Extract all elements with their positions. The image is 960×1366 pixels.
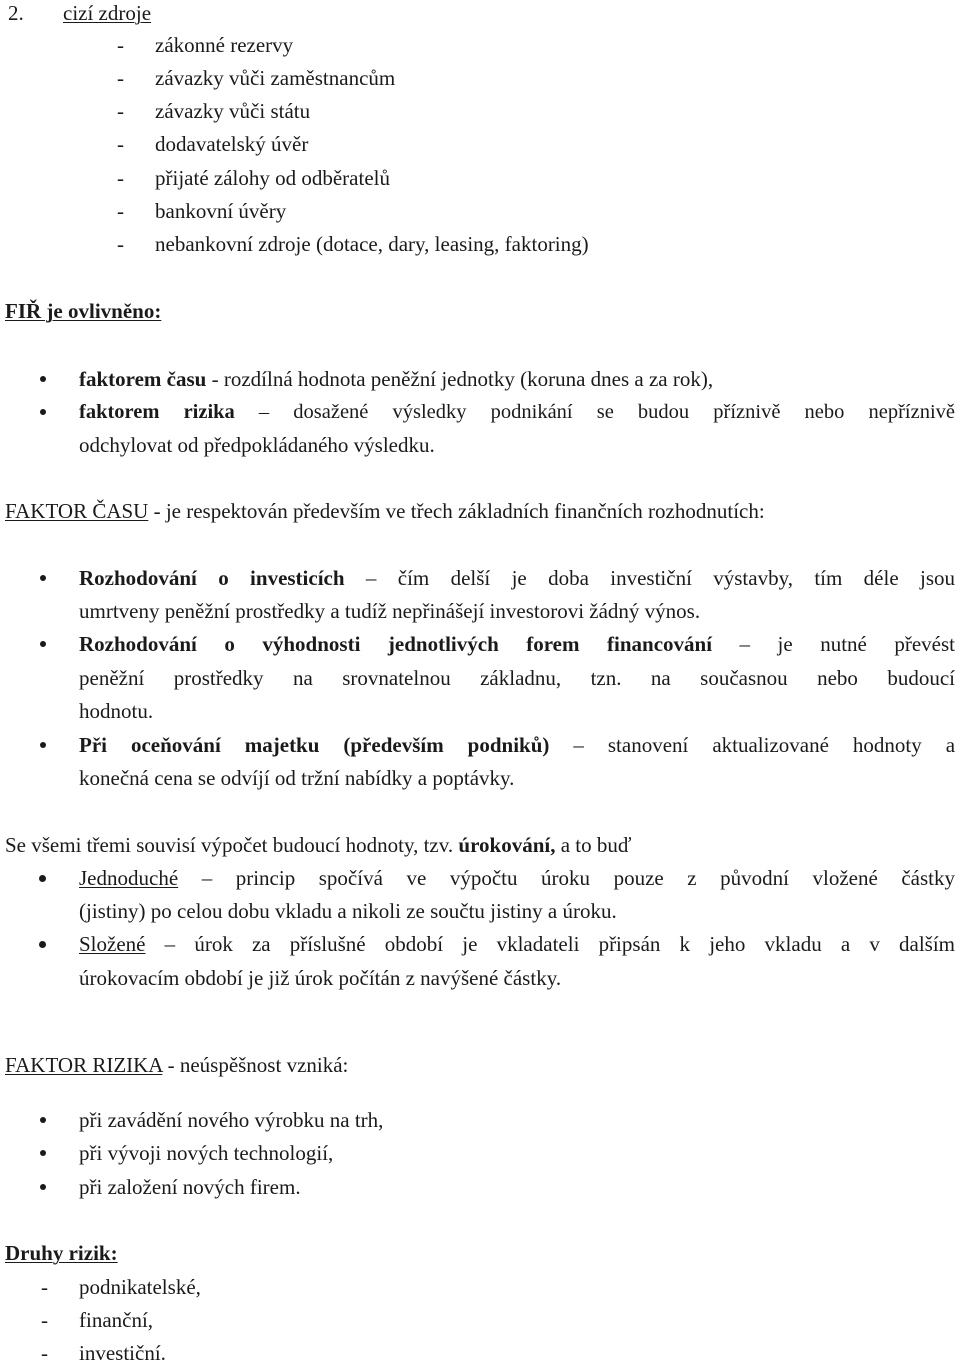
bullet-icon [39,875,46,882]
list-item: - [117,66,124,90]
bullet-icon [40,1117,46,1123]
bullet-icon [39,941,46,948]
bullet-icon [40,641,46,647]
list-item-text: bankovní úvěry [155,199,287,223]
bullet-icon [40,376,46,382]
riziko-item: při vývoji nových technologií, [79,1141,334,1165]
bullet-icon [40,409,46,415]
list-item: - [117,132,124,156]
list-item: - [117,232,124,256]
casu-item-financovani: Rozhodování o výhodnosti jednotlivých forem financování – je nutné převést [79,632,956,656]
section-title: cizí zdroje [63,1,152,25]
list-item: - [117,199,124,223]
urokovani-intro: Se všemi třemi souvisí výpočet budoucí hodnoty, tzv. úrokování, a to buď [5,833,632,857]
druhy-rizik-heading: Druhy rizik: [5,1241,118,1265]
urok-jednoduche: Jednoduché – princip spočívá ve výpočtu úroku pouze z původní vložené částky [79,866,955,890]
casu-item-investice: Rozhodování o investicích – čím delší je doba investiční výstavby, tím déle jsou [79,566,956,590]
casu-item-financovani-end: hodnotu. [79,699,154,723]
riziko-item: při zavádění nového výrobku na trh, [79,1108,384,1132]
list-item: - [41,1275,48,1299]
list-item: - [117,33,124,57]
druh-item: investiční. [79,1341,166,1365]
fir-item-riziko-cont: odchylovat od předpokládaného výsledku. [79,433,435,457]
urok-slozene: Složené – úrok za příslušné období je vkladateli připsán k jeho vkladu a v dalším [79,932,956,956]
section-number: 2. [8,1,24,25]
faktor-rizika-heading: FAKTOR RIZIKA - neúspěšnost vzniká: [5,1053,349,1077]
list-item: - [117,99,124,123]
list-item-text: nebankovní zdroje (dotace, dary, leasing, faktoring) [155,232,589,256]
bullet-icon [40,1150,46,1156]
list-item-text: dodavatelský úvěr [155,132,309,156]
fir-item-riziko: faktorem rizika – dosažené výsledky podnikání se budou příznivě nebo nepříznivě [79,401,956,423]
list-item: - [41,1341,48,1365]
fir-heading: FIŘ je ovlivněno: [5,299,162,323]
list-item-text: závazky vůči zaměstnancům [155,66,396,90]
bullet-icon [40,575,46,581]
bullet-icon [40,1184,46,1190]
casu-item-majetek: Při oceňování majetku (především podniků) – stanovení aktualizované hodnoty a [79,733,956,757]
fir-item-cas: faktorem času - rozdílná hodnota peněžní jednotky (koruna dnes a za rok), [79,367,714,391]
list-item: - [41,1308,48,1332]
bullet-icon [40,742,46,748]
list-item-text: přijaté zálohy od odběratelů [155,166,390,190]
urok-slozene-cont: úrokovacím období je již úrok počítán z navýšené částky. [79,966,562,990]
list-item-text: zákonné rezervy [155,33,294,57]
druh-item: finanční, [79,1308,154,1332]
urok-jednoduche-cont: (jistiny) po celou dobu vkladu a nikoli ze součtu jistiny a úroku. [79,899,617,923]
riziko-item: při založení nových firem. [79,1175,301,1199]
casu-item-investice-cont: umrtveny peněžní prostředky a tudíž nepřinášejí investorovi žádný výnos. [79,599,701,623]
list-item-text: závazky vůči státu [155,99,311,123]
druh-item: podnikatelské, [79,1275,201,1299]
casu-item-majetek-cont: konečná cena se odvíjí od tržní nabídky a poptávky. [79,766,515,790]
list-item: - [117,166,124,190]
casu-item-financovani-cont: peněžní prostředky na srovnatelnou základnu, tzn. na současnou nebo budoucí [79,666,955,690]
faktor-casu-heading: FAKTOR ČASU - je respektován především ve třech základních finančních rozhodnutích: [5,499,765,523]
